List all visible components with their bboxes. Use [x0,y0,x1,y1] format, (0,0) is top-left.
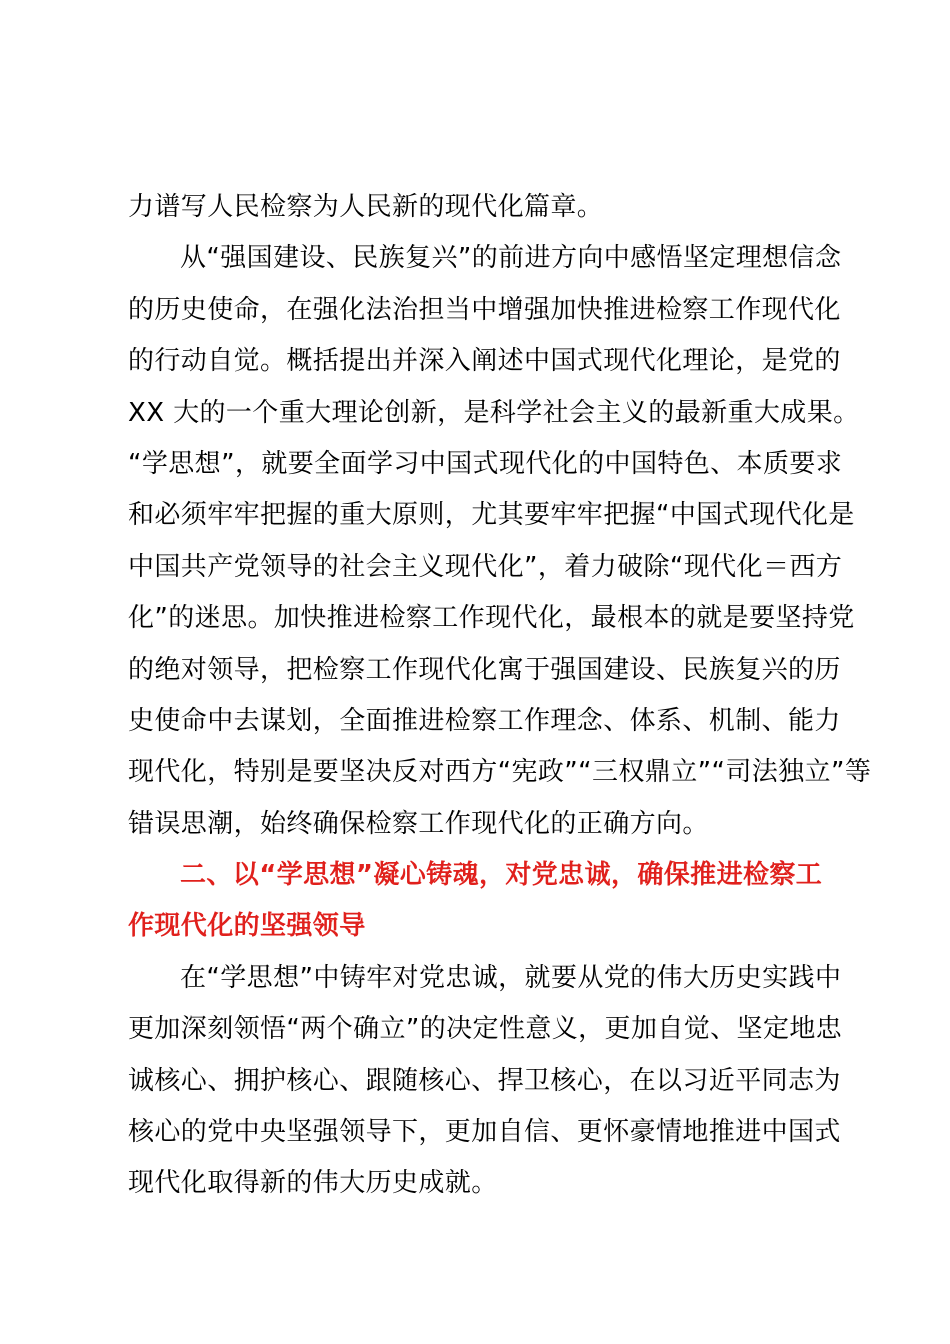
paragraph-line: 中国共产党领导的社会主义现代化”，着力破除“现代化＝西方 [128,551,843,582]
paragraph-line: 史使命中去谋划，全面推进检察工作理念、体系、机制、能力 [128,705,841,736]
paragraph-line: 的历史使命，在强化法治担当中增强加快推进检察工作现代化 [128,294,841,325]
section-heading: 二、以“学思想”凝心铸魂，对党忠诚，确保推进检察工 [180,860,823,891]
paragraph-line: 力谱写人民检察为人民新的现代化篇章。 [128,192,604,222]
paragraph-line: 现代化取得新的伟大历史成就。 [128,1168,498,1199]
document-page [128,182,872,1210]
paragraph-line: 诚核心、拥护核心、跟随核心、捍卫核心，在以习近平同志为 [128,1065,841,1096]
paragraph-line: “学思想”，就要全面学习中国式现代化的中国特色、本质要求 [128,448,843,479]
paragraph-line: 的绝对领导，把检察工作现代化寓于强国建设、民族复兴的历 [128,654,841,685]
paragraph-line: 核心的党中央坚强领导下，更加自信、更怀豪情地推进中国式 [128,1117,841,1148]
paragraph-line: 更加深刻领悟“两个确立”的决定性意义，更加自觉、坚定地忠 [128,1014,843,1045]
paragraph-line: XX 大的一个重大理论创新，是科学社会主义的最新重大成果。 [128,397,860,428]
paragraph-line: 和必须牢牢把握的重大原则，尤其要牢牢把握“中国式现代化是 [128,500,855,531]
paragraph-line: 化”的迷思。加快推进检察工作现代化，最根本的就是要坚持党 [128,603,855,634]
paragraph-line: 现代化，特别是要坚决反对西方“宪政”“三权鼎立”“司法独立”等 [128,757,872,788]
paragraph-first-line: 从“强国建设、民族复兴”的前进方向中感悟坚定理想信念 [180,243,842,274]
paragraph-line: 错误思潮，始终确保检察工作现代化的正确方向。 [128,808,709,839]
paragraph-line: 的行动自觉。概括提出并深入阐述中国式现代化理论，是党的 [128,346,841,377]
section-heading-continued: 作现代化的坚强领导 [128,911,366,942]
paragraph-first-line: 在“学思想”中铸牢对党忠诚，就要从党的伟大历史实践中 [180,962,842,993]
